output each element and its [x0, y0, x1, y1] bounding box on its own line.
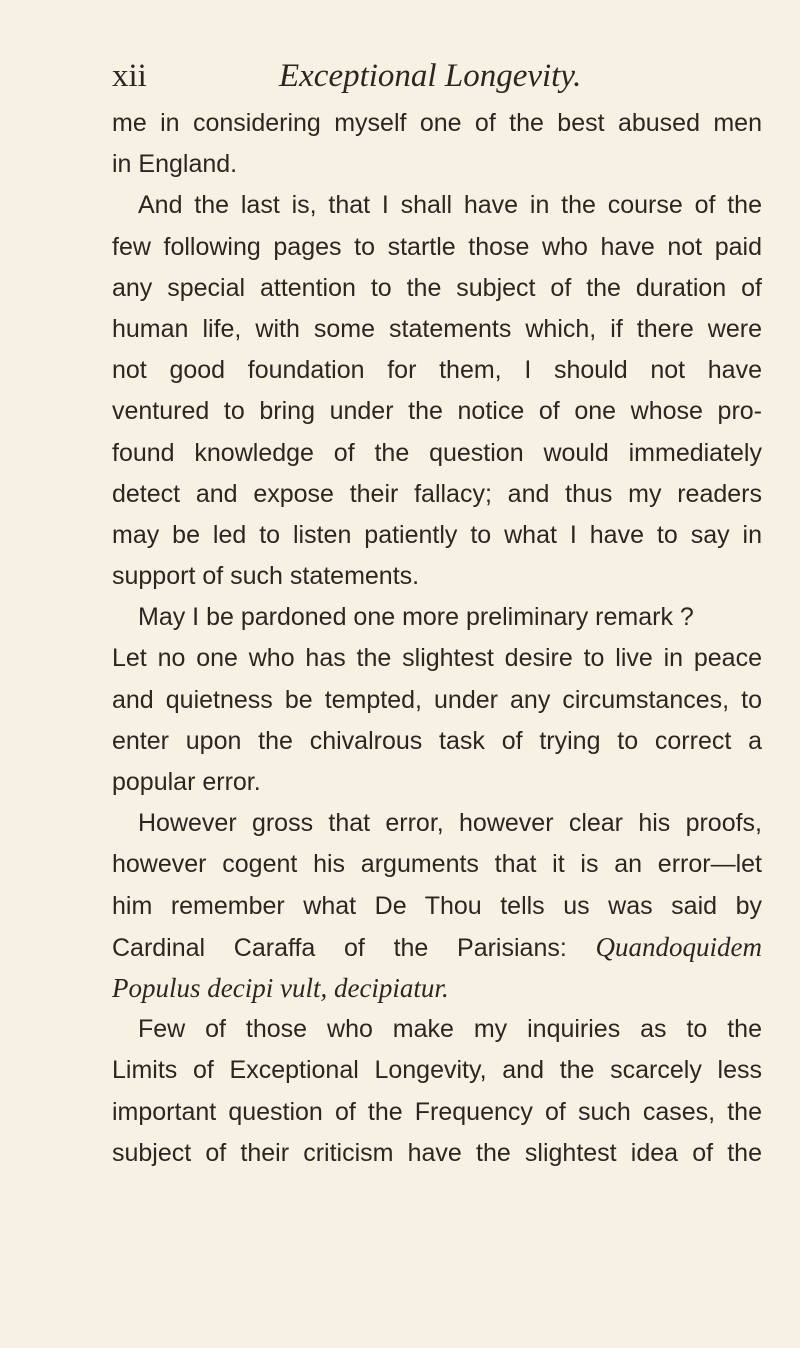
text-line: any special attention to the subject of the duration of — [112, 273, 762, 302]
latin-quote-fragment: Quandoquidem — [595, 931, 762, 962]
text-line: however cogent his arguments that it is an error—let — [112, 850, 762, 879]
text-line: ventured to bring under the notice of one whose pro- — [112, 397, 762, 426]
text-line: detect and expose their fallacy; and thus my readers — [112, 479, 762, 508]
text-fragment: Cardinal Caraffa of the Parisians: — [112, 933, 567, 962]
text-line: in England. — [112, 150, 238, 179]
text-line-mixed — [112, 927, 762, 968]
text-line: found knowledge of the question would immediately — [112, 438, 762, 467]
page-header — [112, 52, 762, 100]
text-line: human life, with some statements which, if there were — [112, 314, 762, 343]
running-title: Exceptional Longevity. — [279, 58, 582, 94]
text-line: me in considering myself one of the best abused men — [112, 109, 762, 137]
text-line: and quietness be tempted, under any circumstances, to — [112, 685, 762, 714]
body-text — [112, 103, 762, 1174]
text-line: Limits of Exceptional Longevity, and the scarcely less — [112, 1056, 762, 1085]
text-line: may be led to listen patiently to what I have to say in — [112, 520, 762, 549]
text-line: popular error. — [112, 768, 261, 796]
page-number: xii — [112, 58, 147, 94]
text-line: few following pages to startle those who have not paid — [112, 232, 762, 261]
text-line: support of such statements. — [112, 562, 420, 591]
text-line: important question of the Frequency of such cases, the — [112, 1097, 762, 1126]
text-line: enter upon the chivalrous task of trying to correct a — [112, 726, 762, 755]
text-line: Few of those who make my inquiries as to the — [138, 1015, 762, 1044]
text-line: However gross that error, however clear his proofs, — [138, 809, 762, 838]
text-line: subject of their criticism have the slightest idea of the — [112, 1138, 762, 1167]
latin-quote-line: Populus decipi vult, decipiatur. — [112, 972, 449, 1003]
text-line: not good foundation for them, I should not have — [112, 356, 762, 385]
text-line: Let no one who has the slightest desire to live in peace — [112, 644, 762, 673]
text-line: May I be pardoned one more preliminary remark ? — [138, 603, 694, 632]
text-line: And the last is, that I shall have in the course of the — [138, 191, 762, 220]
text-line: him remember what De Thou tells us was said by — [112, 891, 762, 920]
